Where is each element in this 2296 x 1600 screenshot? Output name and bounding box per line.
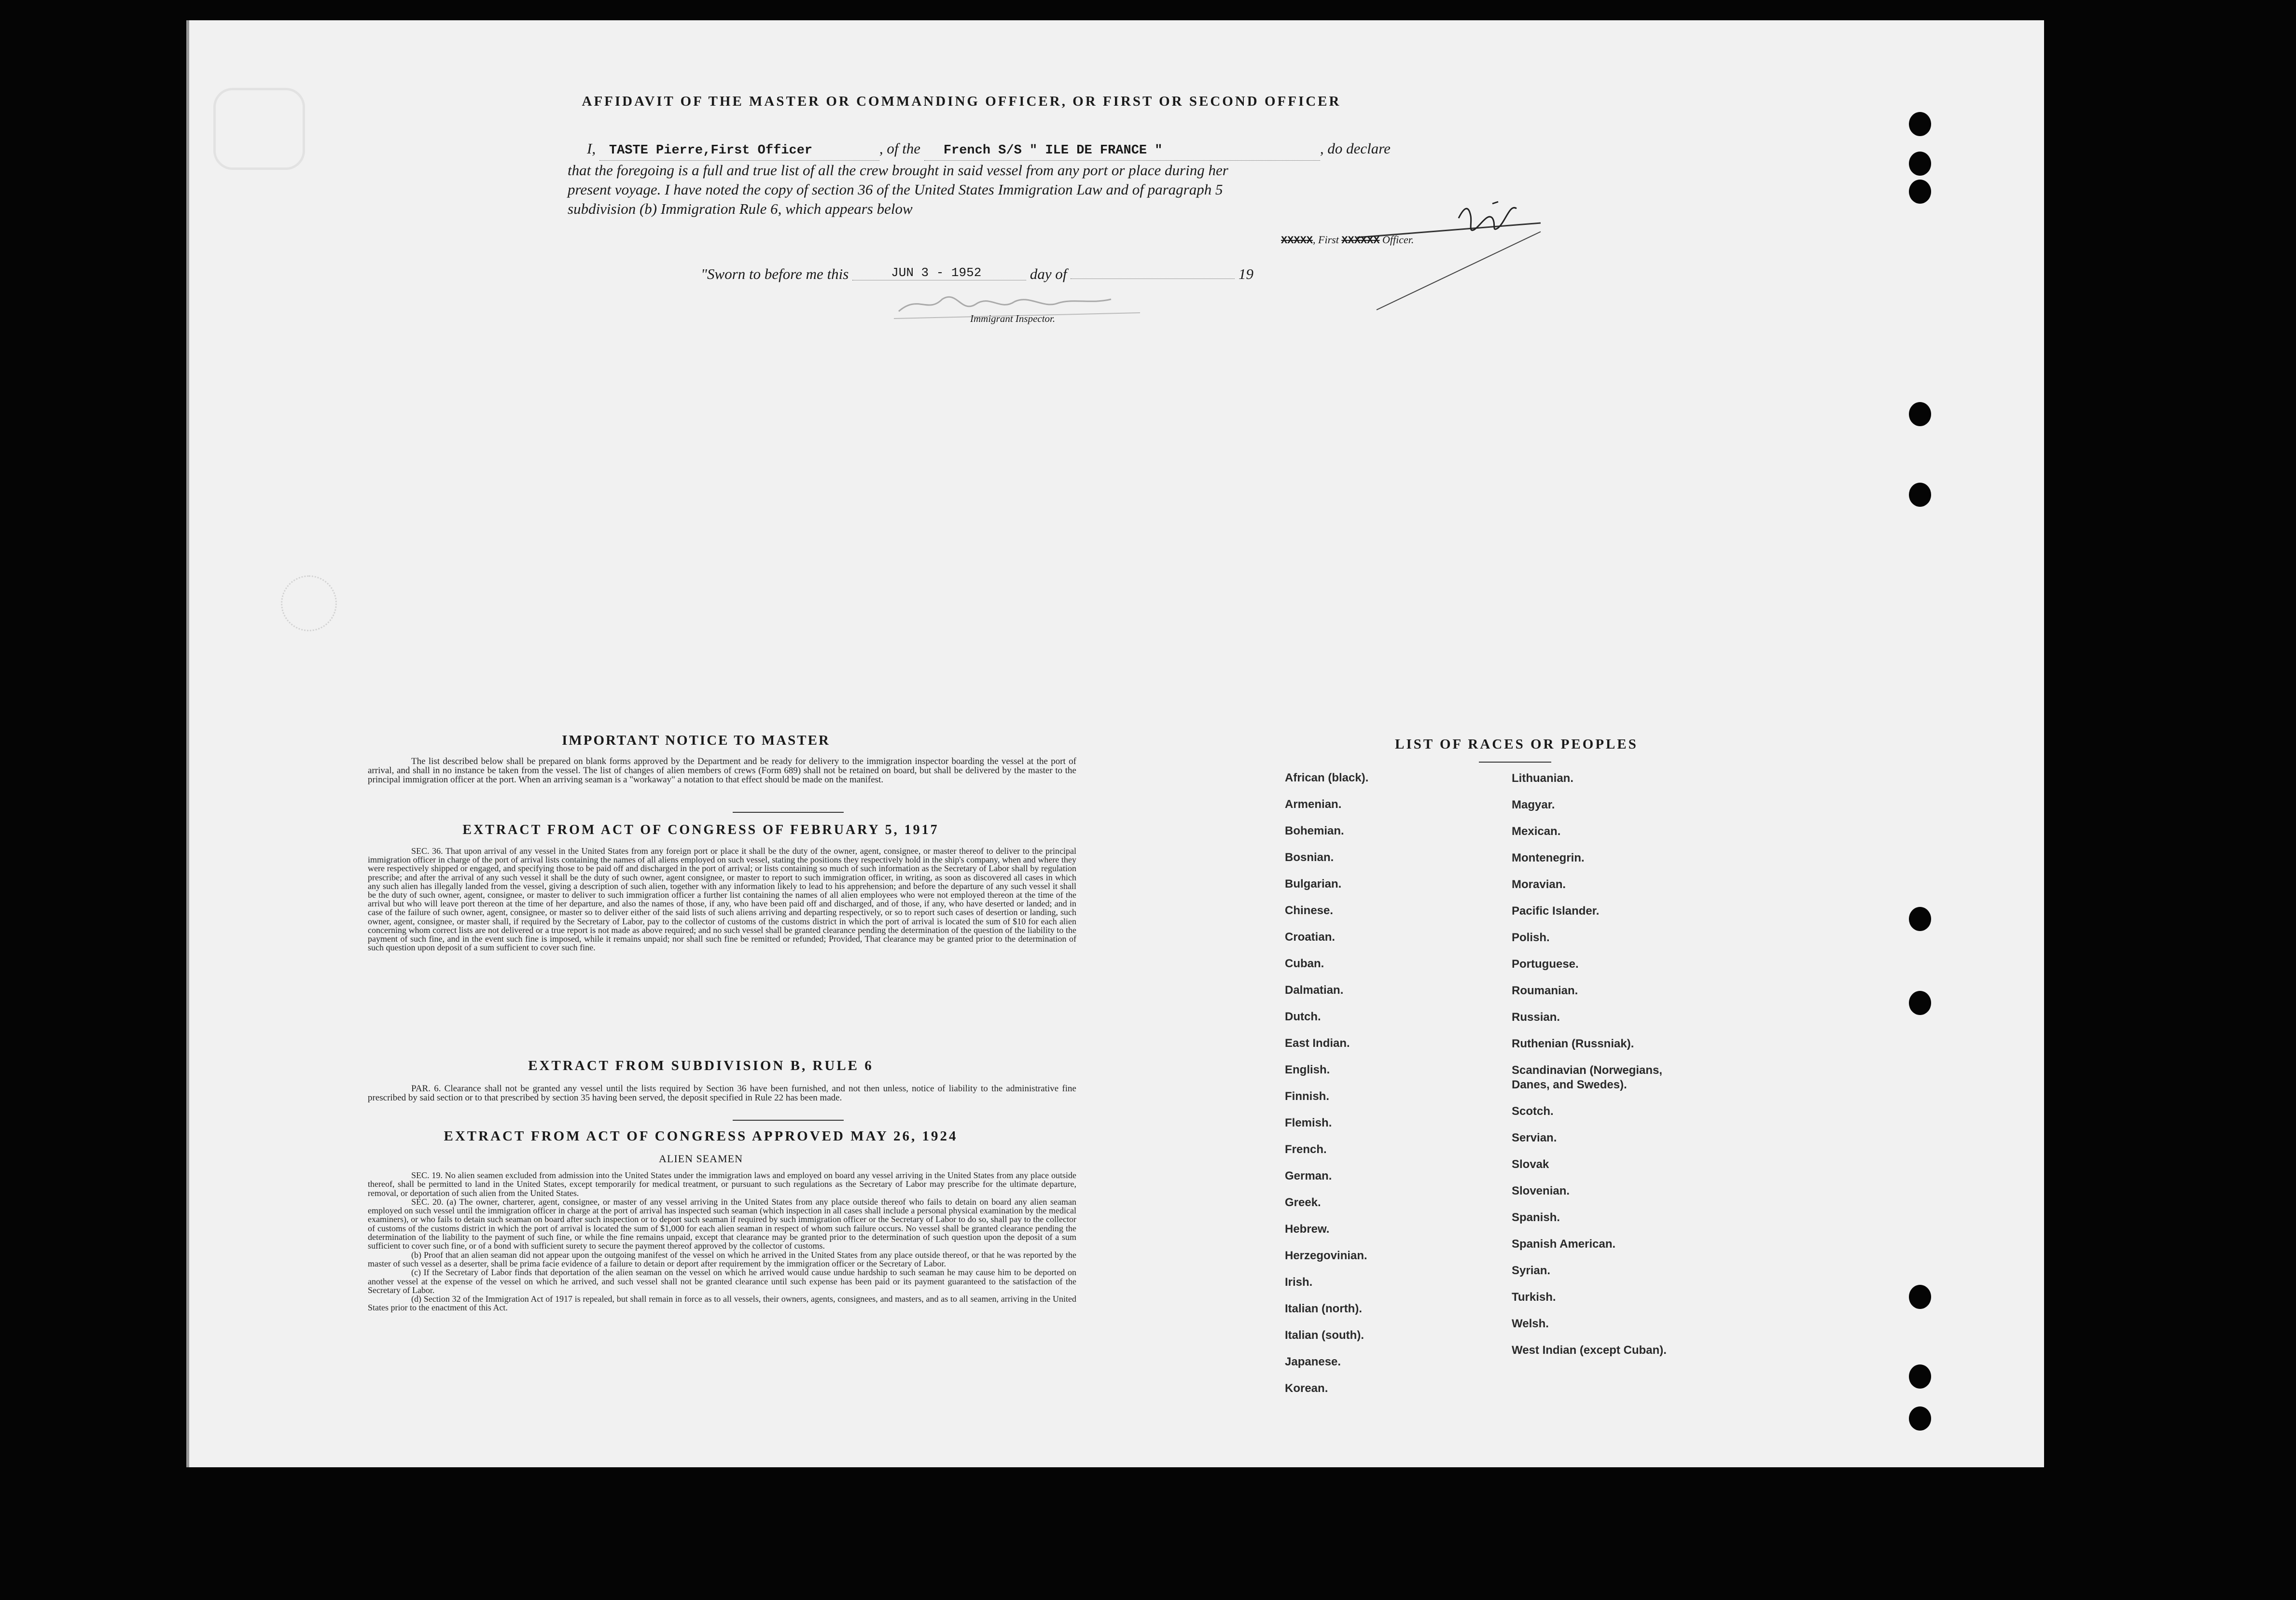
divider	[1479, 762, 1551, 763]
race-item: French.	[1285, 1143, 1327, 1156]
faint-stamp	[281, 575, 337, 631]
race-item: East Indian.	[1285, 1037, 1350, 1050]
officer-suffix: Officer.	[1382, 234, 1414, 246]
month-blank	[1071, 278, 1235, 279]
officer-struck: XXXXXX	[1341, 235, 1380, 247]
race-item: Syrian.	[1512, 1264, 1551, 1277]
race-item: Scotch.	[1512, 1105, 1554, 1118]
race-item: Scandinavian (Norwegians, Danes, and Swedes).	[1512, 1064, 1663, 1091]
race-item: English.	[1285, 1063, 1330, 1076]
binder-hole	[1909, 152, 1931, 176]
sworn-text: "Sworn to before me this	[701, 265, 849, 282]
binder-hole	[1909, 112, 1931, 136]
race-item: Ruthenian (Russniak).	[1512, 1037, 1634, 1050]
vessel-name: French S/S " ILE DE FRANCE "	[924, 141, 1320, 161]
binder-hole	[1909, 1285, 1931, 1309]
race-item: Italian (south).	[1285, 1329, 1364, 1342]
race-item: Bosnian.	[1285, 851, 1334, 864]
binder-hole	[1909, 991, 1931, 1015]
officer-signature	[1348, 189, 1743, 315]
officer-struck-prefix: XXXXX	[1281, 235, 1313, 247]
race-item: Chinese.	[1285, 904, 1334, 917]
race-item: Irish.	[1285, 1276, 1313, 1289]
race-item: Korean.	[1285, 1382, 1328, 1395]
race-item: Roumanian.	[1512, 984, 1578, 997]
extract-1924-sec19: SEC. 19. No alien seamen excluded from admission into the United States under the immigration laws and employed on board any vessel arriving in the United States from any place outside thereof, shall be permitted to land in the United States, except temporarily for medical treatment, or pursuant to such regulations as the Secretary of Labor may prescribe for the ultimate departure, removal, or deportation of such alien from the United States.	[368, 1170, 1076, 1198]
race-item: Slovak	[1512, 1158, 1549, 1171]
affidavit-line3: present voyage. I have noted the copy of section 36 of the United States Immigration Law and of paragraph 5	[568, 181, 1223, 198]
divider	[733, 1120, 844, 1121]
extract-1924-d: (d) Section 32 of the Immigration Act of 1917 is repealed, but shall remain in force as to all vessels, their owners, agents, consignees, and masters, and as to all seamen, arriving in the United States prior to the enactment of this Act.	[368, 1294, 1076, 1313]
extract-1924-body	[368, 1171, 1076, 1312]
race-item: Slovenian.	[1512, 1184, 1570, 1197]
extract-1917-body: SEC. 36. That upon arrival of any vessel in the United States from any foreign port or place it shall be the duty of the owner, agent, consignee, or master thereof to deliver to the principal immigration officer in charge of the port of arrival lists containing the names of all aliens employed on such vessel, stating the positions they respectively hold in the ship's company, when and where they were respectively shipped or engaged, and specifying those to be paid off and discharged in the port of arrival; or lists containing so much of such information as the Secretary of Labor shall by regulation prescribe; and after the arrival of any such vessel it shall be the duty of such owner, agent consignee, or master to report to such immigration officer, in writing, as soon as discovered all cases in which any such alien has illegally landed from the vessel, giving a description of such alien, together with any information likely to lead to his apprehension; and before the departure of any such vessel it shall be the duty of such owner, agent, consignee, or master to deliver to such immigration officer a further list containing the names of all alien employees who were not employed thereon at the time of the arrival but who will leave port thereon at the time of her departure, and also the names of those, if any, who have been paid off and discharged, and of those, if any, who have deserted or landed; and in case of the failure of such owner, agent, consignee, or master so to deliver either of the said lists of such aliens arriving and departing respectively, or so to report such cases of desertion or landing, such owner, agent, consignee, or master shall, if required by the Secretary of Labor, pay to the collector of customs of the customs district in which the port of arrival is located the sum of $10 for each alien concerning whom correct lists are not delivered or a true report is not made as above required; and no such vessel shall be granted clearance pending the determination of the question of the liability to the payment of such fine, and in the event such fine is imposed, while it remains unpaid; nor shall such fine be remitted or refunded; Provided, That clearance may be granted prior to the determination of such question upon deposit of a sum sufficient to cover such fine.	[368, 846, 1076, 953]
officer-title-line	[1281, 234, 1414, 247]
race-item: Finnish.	[1285, 1090, 1329, 1103]
of-the-text: , of the	[879, 140, 921, 157]
day-of-text: day of	[1030, 265, 1067, 282]
race-item: Montenegrin.	[1512, 851, 1585, 864]
race-item: Greek.	[1285, 1196, 1321, 1209]
race-item: African (black).	[1285, 771, 1369, 784]
declarant-name: TASTE Pierre,First Officer	[599, 141, 879, 161]
divider	[733, 812, 844, 813]
notice-body: The list described below shall be prepared on blank forms approved by the Department and be ready for delivery to the immigration inspector boarding the vessel at the port of arrival, and shall in no instance be taken from the vessel. The list of changes of alien members of crews (Form 689) shall not be retained on board, but shall be delivered by the master to the principal immigration officer at the port. When an arriving seaman is a "workaway" a notation to that effect should be made on the manifest.	[368, 756, 1076, 785]
race-item: German.	[1285, 1169, 1332, 1183]
race-item: Herzegovinian.	[1285, 1249, 1367, 1262]
race-item: Portuguese.	[1512, 958, 1579, 971]
extract-rule6-title: EXTRACT FROM SUBDIVISION B, RULE 6	[528, 1058, 874, 1073]
race-item: Spanish American.	[1512, 1238, 1616, 1251]
extract-1924-title: EXTRACT FROM ACT OF CONGRESS APPROVED MAY 26, 1924	[444, 1128, 958, 1144]
extract-rule6-body: PAR. 6. Clearance shall not be granted any vessel until the lists required by Section 36 have been furnished, and not then unless, notice of liability to the administrative fine prescribed by said section or to that prescribed by section 35 having been served, the deposit specified in Rule 22 has been made.	[368, 1084, 1076, 1103]
race-item: Armenian.	[1285, 798, 1342, 811]
faint-page-number	[213, 88, 305, 170]
race-item: Welsh.	[1512, 1317, 1549, 1330]
race-item: Cuban.	[1285, 957, 1324, 970]
affidavit-text	[568, 139, 1470, 219]
race-item: Mexican.	[1512, 825, 1561, 838]
extract-1924-b: (b) Proof that an alien seaman did not appear upon the outgoing manifest of the vessel on which he arrived in the United States from any place outside thereof, or that he was reported by the master of such vessel as a deserter, shall be prima facie evidence of a failure to detain or deport after requirement by the immigration officer or the Secretary of Labor.	[368, 1250, 1076, 1268]
document-page	[186, 20, 2044, 1467]
extract-1924-c: (c) If the Secretary of Labor finds that deportation of the alien seaman on the vessel on which he arrived would cause undue hardship to such seaman he may cause him to be deported on another vessel at the expense of the vessel on which he arrived, and such vessel shall not be granted clearance until such expense has been paid or its payment guaranteed to the satisfaction of the Secretary of Labor.	[368, 1267, 1076, 1295]
binder-hole	[1909, 907, 1931, 931]
affidavit-title: AFFIDAVIT OF THE MASTER OR COMMANDING OFFICER, OR FIRST OR SECOND OFFICER	[582, 94, 1341, 109]
race-item: Spanish.	[1512, 1211, 1560, 1224]
race-item: Dalmatian.	[1285, 984, 1344, 997]
binder-hole	[1909, 1406, 1931, 1431]
race-item: West Indian (except Cuban).	[1512, 1344, 1667, 1357]
race-item: Lithuanian.	[1512, 772, 1573, 785]
year-prefix: 19	[1238, 265, 1253, 282]
inspector-label: Immigrant Inspector.	[970, 313, 1056, 324]
race-item: Moravian.	[1512, 878, 1566, 891]
race-item: Servian.	[1512, 1131, 1557, 1144]
extract-1924-sec20: SEC. 20. (a) The owner, charterer, agent, consignee, or master of any vessel arriving in the United States from any place outside thereof who fails to detain on board any alien seaman employed on such vessel until the immigration officer in charge at the port of arrival has inspected such seaman (which inspection in all cases shall include a personal physical examination by the medical examiners), or who fails to detain such seaman on board after such inspection or to deport such seaman if required by such immigration officer or the Secretary of Labor to do so, shall pay to the collector of customs of the customs district in which the port of arrival is located the sum of $1,000 for each alien seaman in respect of whom such failure occurs. No vessel shall be granted clearance pending the determination of the liability to the payment of such fine, or while the fine remains unpaid, except that clearance may be granted prior to the determination of such question upon the deposit of a sum sufficient to cover such fine, or of a bond with sufficient surety to secure the payment thereof approved by the collector of customs.	[368, 1197, 1076, 1251]
notice-title: IMPORTANT NOTICE TO MASTER	[562, 733, 830, 748]
do-declare-text: , do declare	[1320, 140, 1391, 157]
race-item: Bulgarian.	[1285, 877, 1342, 890]
race-item: Polish.	[1512, 931, 1550, 944]
affidavit-i: I,	[587, 140, 596, 157]
race-item: Bohemian.	[1285, 824, 1344, 837]
extract-1917-title: EXTRACT FROM ACT OF CONGRESS OF FEBRUARY 5, 1917	[462, 822, 939, 837]
race-item: Flemish.	[1285, 1116, 1332, 1129]
race-item: Italian (north).	[1285, 1302, 1362, 1315]
race-item: Hebrew.	[1285, 1223, 1330, 1236]
race-item: Pacific Islander.	[1512, 904, 1600, 918]
officer-mid: , First	[1313, 234, 1339, 246]
sworn-line	[701, 265, 1253, 283]
binder-hole	[1909, 483, 1931, 507]
races-title: LIST OF RACES OR PEOPLES	[1395, 737, 1638, 752]
binder-hole	[1909, 180, 1931, 204]
race-item: Dutch.	[1285, 1010, 1321, 1023]
race-item: Japanese.	[1285, 1355, 1341, 1368]
race-item: Croatian.	[1285, 931, 1336, 944]
affidavit-line4: subdivision (b) Immigration Rule 6, which appears below	[568, 200, 913, 217]
binder-hole	[1909, 1364, 1931, 1389]
affidavit-line2: that the foregoing is a full and true list of all the crew brought in said vessel from any port or place during her	[568, 162, 1228, 179]
extract-1924-subtitle: ALIEN SEAMEN	[659, 1153, 743, 1165]
sworn-date-stamp: JUN 3 - 1952	[852, 265, 1026, 280]
race-item: Russian.	[1512, 1011, 1560, 1024]
race-item: Magyar.	[1512, 798, 1555, 811]
binder-hole	[1909, 402, 1931, 426]
race-item: Turkish.	[1512, 1291, 1556, 1304]
